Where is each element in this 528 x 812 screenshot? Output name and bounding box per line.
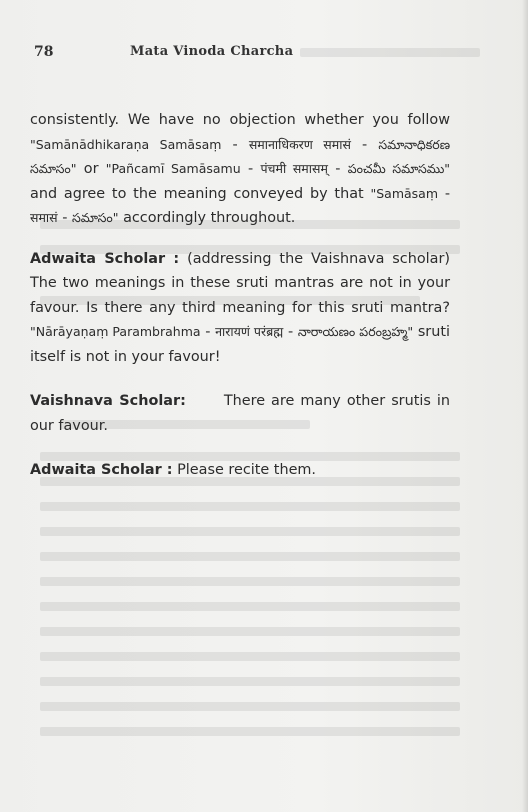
telugu-term: సమాసం" (71, 210, 119, 225)
separator: - (362, 136, 368, 153)
paragraph-vaishnava-reply (30, 389, 450, 438)
separator: - (444, 185, 451, 202)
telugu-term: నారాయణం పరంబ్రహ్మ" (297, 324, 414, 339)
speaker-label: Adwaita Scholar : (30, 462, 173, 478)
transliteration: "Pañcamī Samāsamu (105, 161, 241, 176)
telugu-term: పంచమీ సమాసము" (347, 161, 451, 176)
page-edge-shadow (522, 0, 528, 812)
text-span: sruti itself is not in your favour! (30, 324, 450, 365)
text-span: Please recite them. (177, 462, 317, 478)
telugu-term: సమానాధికరణ సమాసం" (30, 136, 451, 176)
separator: - (335, 161, 341, 177)
devanagari-term: नारायणं परंब्रह्म (215, 324, 284, 339)
paragraph-adwaita-question (30, 247, 450, 370)
transliteration: "Nārāyaṇaṃ Parambrahma (30, 324, 201, 339)
transliteration: "Samāsaṃ (370, 185, 438, 201)
page-header (34, 44, 494, 64)
running-title: Mata Vinoda Charcha (130, 44, 294, 59)
speaker-label: Vaishnava Scholar: (30, 393, 186, 409)
separator: - (205, 324, 211, 340)
paragraph-consistency (30, 108, 450, 231)
devanagari-term: पंचमी समासम् (260, 161, 328, 176)
transliteration: "Samānādhikaraṇa Samāsaṃ (30, 136, 222, 152)
separator: - (247, 161, 254, 177)
text-span: consistently. We have no objection whether you follow (30, 112, 450, 128)
text-span: (addressing the Vaishnava scholar) The two meanings in these sruti mantras are not in your favour. Is there any third meaning for this sruti mantra? (30, 250, 450, 316)
separator: - (287, 324, 294, 340)
text-span: There are many other srutis in our favour. (30, 393, 450, 434)
speaker-label: Adwaita Scholar : (30, 250, 180, 267)
devanagari-term: समासं (30, 210, 58, 225)
text-span: or (83, 161, 99, 177)
text-span: accordingly throughout. (123, 210, 296, 226)
separator: - (62, 210, 68, 226)
separator: - (232, 136, 238, 153)
paragraph-adwaita-request (30, 458, 450, 483)
devanagari-term: समानाधिकरण समासं (248, 136, 351, 152)
body-text (30, 108, 450, 483)
page-number: 78 (34, 44, 54, 60)
text-span: and agree to the meaning conveyed by that (30, 185, 364, 202)
